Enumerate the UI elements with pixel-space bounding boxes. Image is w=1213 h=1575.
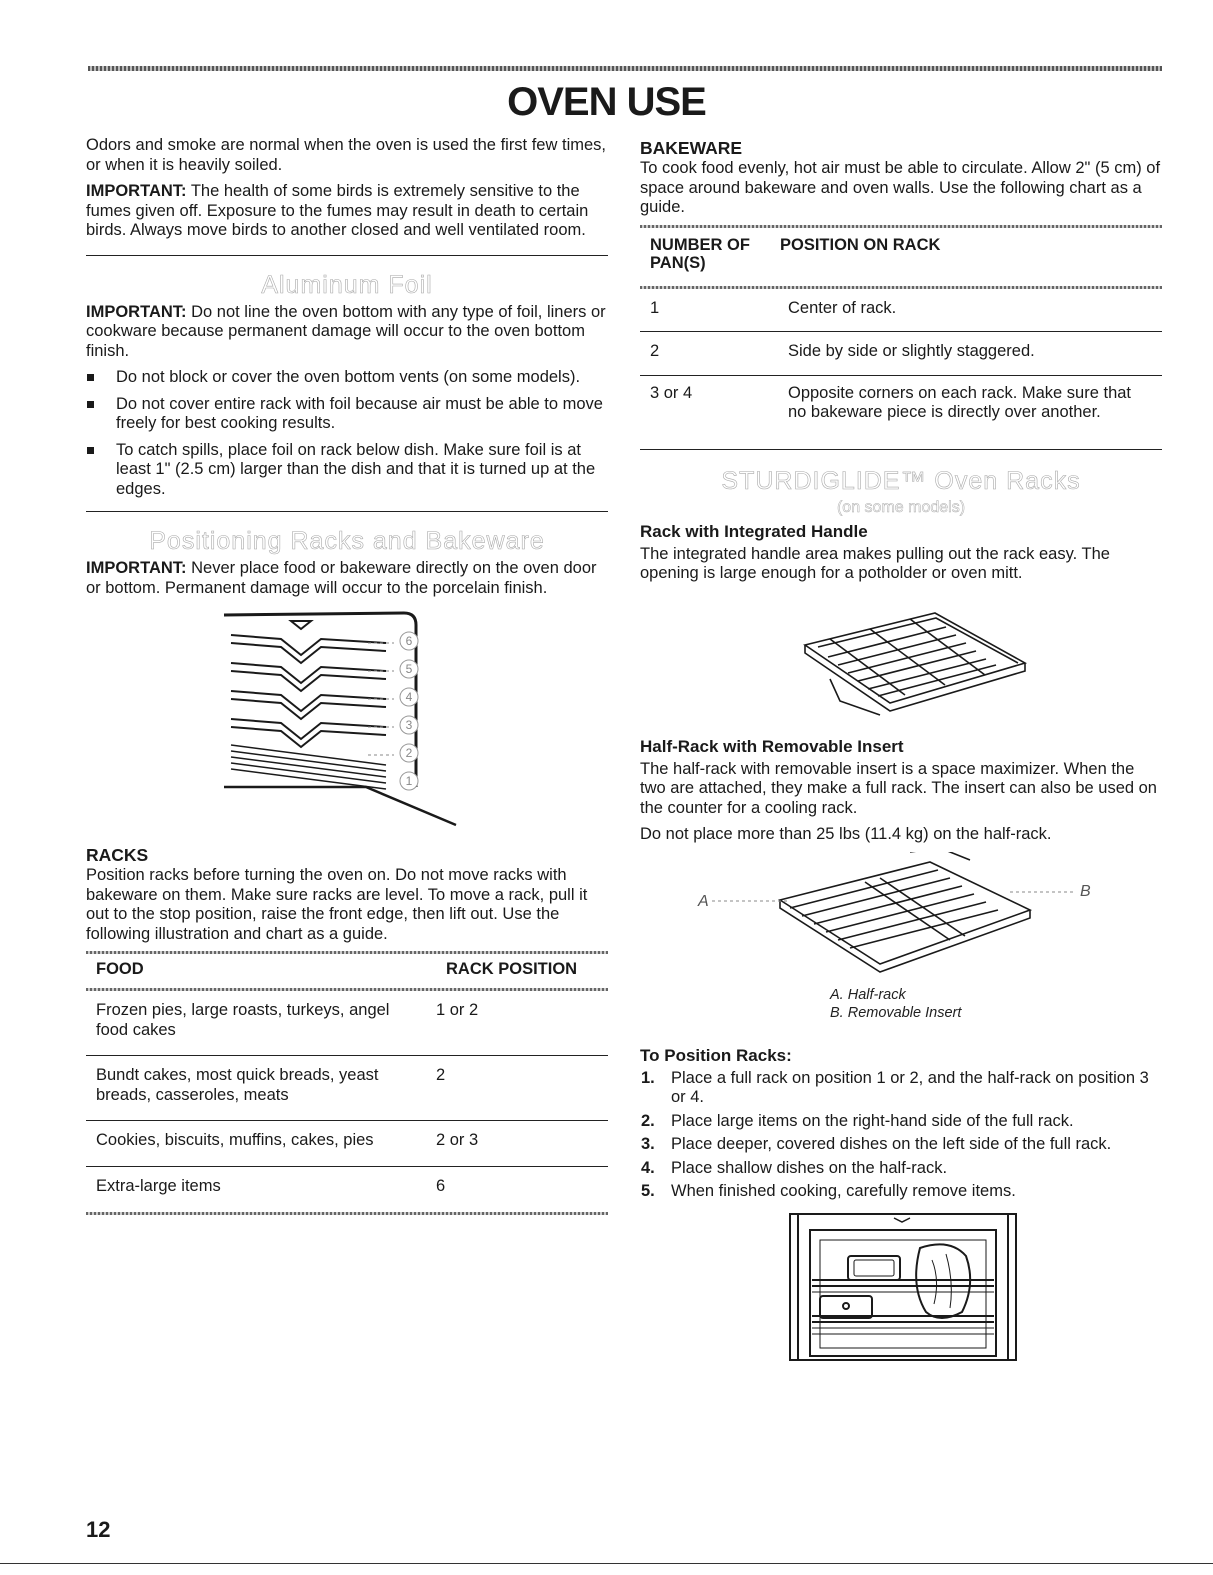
half-rack-illustration	[640, 852, 1162, 984]
food-cell: Extra-large items	[96, 1176, 221, 1195]
column-header-rack-position: RACK POSITION	[446, 960, 578, 978]
list-item: To catch spills, place foil on rack below dish. Make sure foil is at least 1" (2.5 cm) larger than the dish and that it is turned up at the edges.	[86, 441, 608, 500]
section-divider	[86, 511, 608, 512]
important-label: IMPORTANT:	[86, 182, 187, 200]
pans-cell: 3 or 4	[650, 383, 693, 402]
foil-important-text: Do not line the oven bottom with any type of foil, liners or cookware because permanent damage will occur to the oven bottom finish.	[86, 302, 606, 360]
left-column	[86, 136, 608, 1215]
positioning-important	[86, 559, 608, 598]
list-item: Do not block or cover the oven bottom vents (on some models).	[86, 368, 608, 388]
list-item: Do not cover entire rack with foil because air must be able to move freely for best cooking results.	[86, 395, 608, 434]
list-item: 1. Place a full rack on position 1 or 2, and the half-rack on position 3 or 4.	[641, 1068, 1149, 1106]
section-divider	[86, 255, 608, 256]
page-title: OVEN USE	[507, 80, 706, 124]
table-row	[640, 376, 1162, 445]
bottom-rule	[0, 1563, 1213, 1564]
top-dotted-rule	[88, 66, 1162, 71]
table-row	[86, 991, 608, 1056]
table-row	[640, 332, 1162, 376]
half-rack-text: The half-rack with removable insert is a space maximizer. When the two are attached, they make a full rack. The insert can also be used on the counter for a cooling rack.	[640, 759, 1157, 817]
label-b: B	[1080, 882, 1091, 900]
food-cell: Frozen pies, large roasts, turkeys, angel food cakes	[96, 1001, 390, 1039]
list-item: 3. Place deeper, covered dishes on the left side of the full rack.	[641, 1135, 1112, 1153]
rack-position-cell: 2	[436, 1066, 446, 1084]
table-row	[86, 1167, 608, 1213]
rack-number-label: 1	[405, 774, 413, 788]
sturdiglide-subheading: (on some models)	[836, 498, 966, 516]
foil-bullet-list	[86, 368, 608, 499]
label-a: A	[698, 892, 709, 910]
birds-warning	[86, 182, 608, 241]
section-divider	[640, 449, 1162, 450]
bakeware-table-header	[640, 228, 1162, 286]
racks-text: Position racks before turning the oven on. Do not move racks with bakeware on them. Make sure racks are level. To move a rack, pull it out to the stop position, raise the front edge, then lift out. Use the following illustration and chart as a guide.	[86, 866, 588, 943]
rack-position-cell: 6	[436, 1176, 446, 1195]
list-item: 5. When finished cooking, carefully remove items.	[641, 1182, 1016, 1200]
table-dotted-rule	[86, 1212, 608, 1215]
intro-text: Odors and smoke are normal when the oven is used the first few times, or when it is heavily soiled.	[86, 136, 606, 174]
column-header-position-on-rack: POSITION ON RACK	[780, 235, 941, 254]
position-racks-heading: To Position Racks:	[640, 1045, 792, 1065]
sturdiglide-heading: STURDIGLIDE™ Oven Racks	[721, 466, 1081, 495]
food-table	[86, 991, 608, 1212]
oven-interior-illustration	[640, 1208, 1162, 1368]
rack-number-label: 4	[405, 690, 413, 704]
integrated-handle-heading: Rack with Integrated Handle	[640, 521, 868, 541]
half-rack-weight-text: Do not place more than 25 lbs (11.4 kg) on the half-rack.	[640, 825, 1052, 843]
integrated-handle-text: The integrated handle area makes pulling out the rack easy. The opening is large enough for a potholder or oven mitt.	[640, 544, 1110, 582]
foil-heading: Aluminum Foil	[261, 270, 433, 299]
rack-number-label: 5	[405, 662, 413, 676]
table-row	[86, 1121, 608, 1167]
pans-cell: 1	[650, 298, 660, 317]
birds-text: The health of some birds is extremely sensitive to the fumes given off. Exposure to the fumes may result in death to certain birds. Always move birds to another closed and well ventilated room.	[86, 182, 589, 239]
rack-position-cell: 1 or 2	[436, 1001, 479, 1019]
position-cell: Center of rack.	[788, 298, 897, 317]
rack-position-cell: 2 or 3	[436, 1131, 479, 1149]
integrated-rack-illustration	[640, 591, 1162, 719]
position-cell: Opposite corners on each rack. Make sure that no bakeware piece is directly over another.	[788, 383, 1132, 421]
bakeware-heading: BAKEWARE	[640, 138, 743, 158]
column-header-number-of-pans: NUMBER OF PAN(S)	[650, 235, 750, 272]
foil-important	[86, 303, 608, 362]
bakeware-text: To cook food evenly, hot air must be able to circulate. Allow 2" (5 cm) of space around bakeware and oven walls. Use the following chart as a guide.	[640, 159, 1161, 216]
rack-number-label: 2	[405, 746, 413, 760]
positioning-heading: Positioning Racks and Bakeware	[149, 527, 545, 555]
rack-number-label: 6	[405, 634, 413, 648]
list-item: 4. Place shallow dishes on the half-rack.	[641, 1158, 948, 1177]
page-number: 12	[86, 1517, 111, 1542]
pans-cell: 2	[650, 342, 660, 360]
food-table-header	[86, 954, 608, 988]
food-cell: Bundt cakes, most quick breads, yeast breads, casseroles, meats	[96, 1066, 379, 1104]
table-row	[86, 1056, 608, 1121]
important-label: IMPORTANT:	[86, 559, 187, 577]
rack-positions-illustration	[86, 605, 608, 837]
caption-b: B. Removable Insert	[830, 1004, 962, 1021]
rack-number-label: 3	[405, 718, 413, 732]
table-row	[640, 289, 1162, 333]
half-rack-heading: Half-Rack with Removable Insert	[640, 736, 904, 756]
positioning-important-text: Never place food or bakeware directly on the oven door or bottom. Permanent damage will occur to the porcelain finish.	[86, 559, 597, 597]
racks-heading: RACKS	[86, 845, 149, 865]
position-racks-steps	[640, 1069, 1162, 1202]
position-cell: Side by side or slightly staggered.	[788, 342, 1035, 360]
right-column	[640, 136, 1162, 1368]
bakeware-table	[640, 289, 1162, 445]
list-item: 2. Place large items on the right-hand side of the full rack.	[641, 1111, 1074, 1130]
food-cell: Cookies, biscuits, muffins, cakes, pies	[96, 1131, 374, 1149]
important-label: IMPORTANT:	[86, 302, 187, 321]
caption-a: A. Half-rack	[830, 986, 906, 1003]
column-header-food: FOOD	[96, 960, 144, 978]
